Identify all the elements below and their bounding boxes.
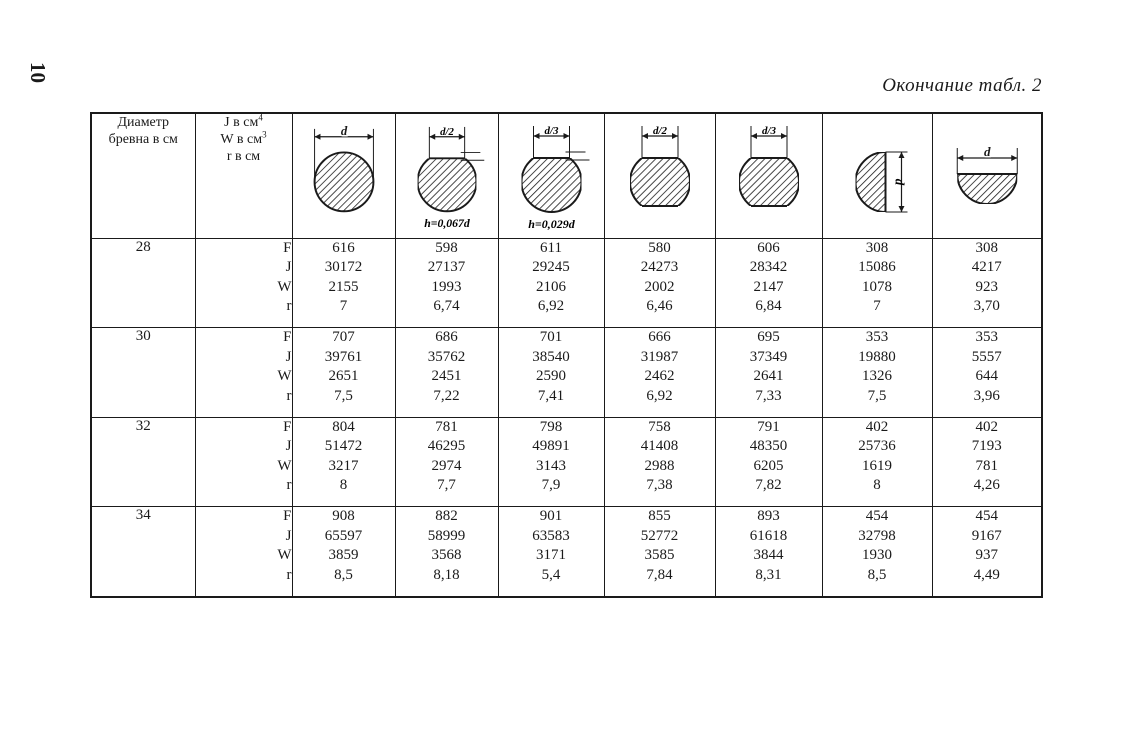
section-figure-half-horizontal xyxy=(932,113,1042,239)
section-figure-two-flats-d2 xyxy=(604,113,715,239)
value: 5,4 xyxy=(541,566,561,583)
dimension-arrow xyxy=(781,133,787,139)
value: 798 xyxy=(539,418,563,435)
value: 15086 xyxy=(858,259,896,276)
figure-label: d/3 xyxy=(761,125,776,137)
dimension-arrow xyxy=(367,134,373,140)
property-label: J xyxy=(285,438,292,455)
section-properties-table xyxy=(90,112,1043,598)
diameter-cell: 28 xyxy=(91,239,195,328)
value: 3844 xyxy=(753,547,784,564)
value: 8,18 xyxy=(433,566,460,583)
value: 46295 xyxy=(427,438,466,455)
dimension-arrow xyxy=(314,134,320,140)
value: 695 xyxy=(757,329,780,346)
value: 58999 xyxy=(427,527,466,544)
value: 37349 xyxy=(749,348,788,365)
section-figure-two-flats-d3 xyxy=(715,113,822,239)
figure-label: d/2 xyxy=(439,125,454,138)
value: 2147 xyxy=(753,278,784,295)
value: 701 xyxy=(539,329,563,346)
value-cell xyxy=(604,417,715,506)
log-section-shape xyxy=(739,152,799,212)
value: 1078 xyxy=(862,278,892,295)
figure-label: d/3 xyxy=(543,125,559,137)
value-cell xyxy=(715,239,822,328)
figure-label: d xyxy=(892,178,907,186)
property-label: W xyxy=(277,457,292,474)
property-label: r xyxy=(286,387,292,404)
value-cell xyxy=(395,239,498,328)
value: 39761 xyxy=(324,348,363,365)
section-figure-one-flat-d3 xyxy=(498,113,604,239)
value-cell xyxy=(932,507,1042,597)
value-cell xyxy=(498,239,604,328)
value: 758 xyxy=(648,418,671,435)
value-cell xyxy=(292,328,395,417)
value: 353 xyxy=(865,329,889,346)
value-cell xyxy=(604,507,715,597)
property-label: F xyxy=(283,240,292,256)
value: 2155 xyxy=(328,278,359,295)
figure-drawing xyxy=(396,114,498,236)
value: 2641 xyxy=(753,368,784,385)
value: 3217 xyxy=(328,457,359,474)
value-cell xyxy=(822,507,932,597)
value-cell xyxy=(715,328,822,417)
figure-drawing xyxy=(716,114,822,236)
figure-drawing xyxy=(933,114,1042,236)
value: 7,82 xyxy=(755,477,782,494)
value: 8,5 xyxy=(867,566,887,583)
value: 3585 xyxy=(644,547,675,564)
figure-drawing xyxy=(605,114,715,236)
value-cell xyxy=(292,417,395,506)
value-cell xyxy=(292,239,395,328)
value-cell xyxy=(932,239,1042,328)
value: 7,7 xyxy=(437,477,456,494)
value-cell xyxy=(932,328,1042,417)
log-section-shape xyxy=(521,152,581,212)
dimension-arrow xyxy=(458,134,464,140)
value-cell xyxy=(498,417,604,506)
value-cell xyxy=(822,239,932,328)
log-section-shape xyxy=(630,152,690,212)
property-labels-cell xyxy=(195,328,292,417)
dimension-arrow xyxy=(563,133,569,139)
property-label: W xyxy=(277,368,292,385)
value: 7,38 xyxy=(646,477,673,494)
value: 611 xyxy=(540,240,562,256)
value: 5557 xyxy=(971,348,1002,365)
value: 7,84 xyxy=(646,566,673,583)
value: 791 xyxy=(757,418,780,435)
table-body xyxy=(91,239,1042,598)
value: 6,92 xyxy=(537,298,565,315)
property-label: F xyxy=(283,418,292,435)
dimension-arrow xyxy=(751,133,757,139)
value: 8 xyxy=(873,477,881,494)
value: 644 xyxy=(975,368,998,385)
value: 7,5 xyxy=(334,387,353,404)
figure-drawing xyxy=(499,114,604,236)
value: 7,9 xyxy=(541,477,561,494)
value: 4,26 xyxy=(973,477,1000,494)
value: 2451 xyxy=(431,368,462,385)
value: 6,92 xyxy=(646,387,673,404)
value: 35762 xyxy=(427,348,466,365)
value: 25736 xyxy=(858,438,896,455)
value: 781 xyxy=(435,418,458,435)
property-label: J xyxy=(285,527,292,544)
value: 31987 xyxy=(640,348,679,365)
value: 65597 xyxy=(324,527,363,544)
dimension-arrow xyxy=(1011,155,1017,161)
value: 52772 xyxy=(640,527,679,544)
value: 308 xyxy=(975,240,998,256)
property-label: F xyxy=(283,508,292,525)
diameter-header-line: Диаметр xyxy=(117,115,170,130)
value: 7 xyxy=(873,298,881,315)
value-cell xyxy=(498,507,604,597)
value: 7,33 xyxy=(755,387,782,404)
diameter-cell: 34 xyxy=(91,507,195,597)
value-cell xyxy=(395,507,498,597)
value: 24273 xyxy=(640,259,679,276)
value: 308 xyxy=(865,240,889,256)
table-row xyxy=(91,417,1042,506)
value: 666 xyxy=(648,329,671,346)
value: 2974 xyxy=(431,457,462,474)
page-number: 10 xyxy=(26,62,50,83)
value: 6,74 xyxy=(433,298,460,315)
value: 402 xyxy=(975,418,998,435)
property-label: J xyxy=(285,259,292,276)
value: 686 xyxy=(435,329,458,346)
value: 707 xyxy=(332,329,355,346)
value-cell xyxy=(822,328,932,417)
value: 7,5 xyxy=(867,387,887,404)
property-label: W xyxy=(277,547,292,564)
value: 882 xyxy=(435,508,458,525)
value: 2988 xyxy=(644,457,675,474)
property-label: r xyxy=(286,477,292,494)
property-labels-cell xyxy=(195,417,292,506)
value: 48350 xyxy=(749,438,788,455)
value: 893 xyxy=(757,508,780,525)
value-cell xyxy=(395,328,498,417)
property-header-line: r в см xyxy=(226,149,261,164)
value: 2590 xyxy=(536,368,566,385)
table-row xyxy=(91,507,1042,597)
value: 855 xyxy=(648,508,671,525)
value: 923 xyxy=(975,278,998,295)
property-labels-cell xyxy=(195,239,292,328)
value: 6,84 xyxy=(755,298,782,315)
value: 616 xyxy=(332,240,355,256)
value: 2106 xyxy=(536,278,566,295)
value: 908 xyxy=(332,508,355,525)
value: 1930 xyxy=(862,547,892,564)
figure-label: d xyxy=(983,144,990,159)
value: 61618 xyxy=(749,527,788,544)
diameter-header-line: бревна в см xyxy=(108,132,178,147)
value: 454 xyxy=(975,508,998,525)
value: 4,49 xyxy=(973,566,1000,583)
value: 7,41 xyxy=(537,387,565,404)
dimension-arrow xyxy=(642,133,648,139)
value: 901 xyxy=(539,508,563,525)
figure-label: h=0,067d xyxy=(423,216,470,230)
value: 598 xyxy=(435,240,458,256)
value-cell xyxy=(292,507,395,597)
value: 8,31 xyxy=(755,566,782,583)
property-header-line: J в $см^4$ xyxy=(224,112,263,130)
property-label: J xyxy=(285,348,292,365)
dimension-arrow xyxy=(957,155,963,161)
dimension-arrow xyxy=(533,133,539,139)
log-section-shape xyxy=(314,152,373,211)
section-figure-full-circle xyxy=(292,113,395,239)
value: 32798 xyxy=(858,527,896,544)
table-row xyxy=(91,239,1042,328)
value: 8 xyxy=(339,477,348,494)
dimension-arrow xyxy=(672,133,678,139)
value: 3143 xyxy=(536,457,566,474)
value: 28342 xyxy=(749,259,788,276)
value: 1993 xyxy=(431,278,462,295)
value: 4217 xyxy=(971,259,1002,276)
value: 6,46 xyxy=(646,298,673,315)
value: 1326 xyxy=(862,368,892,385)
diameter-cell: 30 xyxy=(91,328,195,417)
value: 402 xyxy=(865,418,889,435)
value-cell xyxy=(932,417,1042,506)
figure-label: d/2 xyxy=(652,125,667,137)
value: 606 xyxy=(757,240,780,256)
value: 3,96 xyxy=(973,387,1000,404)
value: 353 xyxy=(975,329,998,346)
value-cell xyxy=(822,417,932,506)
value: 3568 xyxy=(431,547,462,564)
figure-drawing xyxy=(293,114,395,236)
property-label: r xyxy=(286,298,292,315)
value-cell xyxy=(715,507,822,597)
value: 3859 xyxy=(328,547,359,564)
value: 29245 xyxy=(532,259,570,276)
value: 63583 xyxy=(532,527,570,544)
value: 9167 xyxy=(971,527,1002,544)
section-figure-half-vertical xyxy=(822,113,932,239)
property-label: W xyxy=(277,278,292,295)
properties-header xyxy=(195,113,292,239)
value: 804 xyxy=(332,418,355,435)
value-cell xyxy=(604,328,715,417)
diameter-header xyxy=(91,113,195,239)
value: 30172 xyxy=(324,259,363,276)
value: 2002 xyxy=(644,278,675,295)
value: 937 xyxy=(975,547,998,564)
value: 7 xyxy=(339,298,348,315)
value-cell xyxy=(604,239,715,328)
dimension-arrow xyxy=(429,134,435,140)
value: 7,22 xyxy=(433,387,460,404)
value: 3171 xyxy=(536,547,566,564)
value: 6205 xyxy=(753,457,784,474)
property-label: r xyxy=(286,566,292,583)
diameter-cell: 32 xyxy=(91,417,195,506)
value: 8,5 xyxy=(334,566,353,583)
figure-drawing xyxy=(823,114,932,236)
value: 2462 xyxy=(644,368,675,385)
value: 2651 xyxy=(328,368,359,385)
figure-label: h=0,029d xyxy=(527,217,575,231)
section-figure-one-flat-d2 xyxy=(395,113,498,239)
value-cell xyxy=(395,417,498,506)
value: 454 xyxy=(865,508,889,525)
table-row xyxy=(91,328,1042,417)
value: 19880 xyxy=(858,348,896,365)
value: 41408 xyxy=(640,438,679,455)
value-cell xyxy=(498,328,604,417)
value: 27137 xyxy=(427,259,466,276)
table-header-row xyxy=(91,113,1042,239)
value: 580 xyxy=(648,240,671,256)
value-cell xyxy=(715,417,822,506)
value: 1619 xyxy=(862,457,892,474)
value: 781 xyxy=(975,457,998,474)
figure-label: d xyxy=(340,123,347,138)
log-section-shape xyxy=(417,152,476,211)
value: 3,70 xyxy=(973,298,1000,315)
property-labels-cell xyxy=(195,507,292,597)
property-label: F xyxy=(283,329,292,346)
value: 7193 xyxy=(971,438,1002,455)
value: 38540 xyxy=(532,348,570,365)
table-caption: Окончание табл. 2 xyxy=(882,75,1042,96)
value: 49891 xyxy=(532,438,570,455)
value: 51472 xyxy=(324,438,363,455)
property-header-line: W в $см^3$ xyxy=(220,129,267,147)
